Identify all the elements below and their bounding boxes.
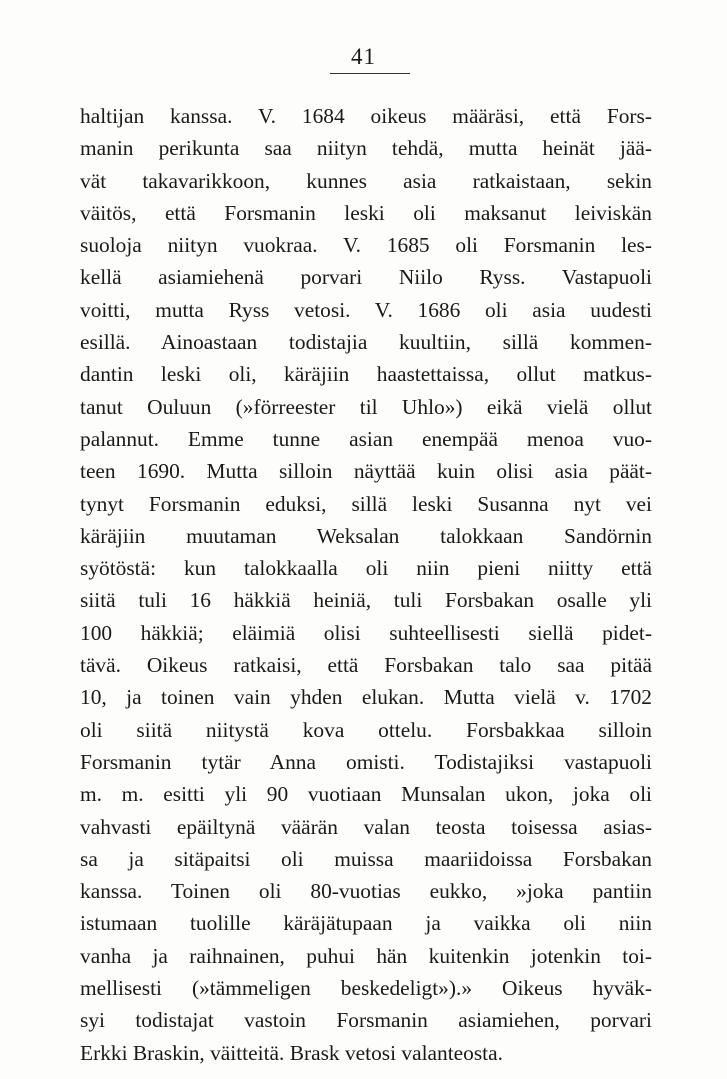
text-line: väitös, että Forsmanin leski oli maksanut leiviskän xyxy=(80,200,652,225)
text-line: kellä asiamiehenä porvari Niilo Ryss. Vastapuoli xyxy=(80,265,652,290)
text-line: vahvasti epäiltynä väärän valan teosta toisessa asias- xyxy=(80,814,652,839)
text-line: vät takavarikkoon, kunnes asia ratkaistaan, sekin xyxy=(80,168,652,193)
page-number: 41 xyxy=(351,44,376,69)
text-line: suoloja niityn vuokraa. V. 1685 oli Forsmanin les- xyxy=(80,233,652,258)
text-line: m. m. esitti yli 90 vuotiaan Munsalan ukon, joka oli xyxy=(80,782,652,807)
text-line: siitä tuli 16 häkkiä heiniä, tuli Forsbakan osalle yli xyxy=(80,588,652,613)
text-line: dantin leski oli, käräjiin haastettaissa, ollut matkus- xyxy=(80,362,652,387)
header-rule xyxy=(330,73,410,74)
body-text xyxy=(80,100,652,1069)
text-line: tynyt Forsmanin eduksi, sillä leski Susanna nyt vei xyxy=(80,491,652,516)
text-line: Forsmanin tytär Anna omisti. Todistajiksi vastapuoli xyxy=(80,749,652,774)
text-line: haltijan kanssa. V. 1684 oikeus määräsi, että Fors- xyxy=(80,104,652,128)
text-line: vanha ja raihnainen, puhui hän kuitenkin jotenkin toi- xyxy=(80,943,652,968)
text-line: esillä. Ainoastaan todistajia kuultiin, sillä kommen- xyxy=(80,330,652,355)
text-line: voitti, mutta Ryss vetosi. V. 1686 oli asia uudesti xyxy=(80,297,652,322)
text-line: 100 häkkiä; eläimiä olisi suhteellisesti siellä pidet- xyxy=(80,620,652,645)
text-line: Erkki Braskin, väitteitä. Brask vetosi valanteosta. xyxy=(80,1040,503,1065)
text-line: mellisesti (»tämmeligen beskedeligt»).» Oikeus hyväk- xyxy=(80,976,652,1001)
text-line: 10, ja toinen vain yhden elukan. Mutta vielä v. 1702 xyxy=(80,685,652,710)
text-line: palannut. Emme tunne asian enempää menoa vuo- xyxy=(80,426,652,451)
text-line: tävä. Oikeus ratkaisi, että Forsbakan talo saa pitää xyxy=(80,653,652,678)
text-line: sa ja sitäpaitsi oli muissa maariidoissa Forsbakan xyxy=(80,846,652,871)
text-line: syi todistajat vastoin Forsmanin asiamiehen, porvari xyxy=(80,1008,652,1033)
text-line: syötöstä: kun talokkaalla oli niin pieni niitty että xyxy=(80,556,652,581)
text-line: tanut Ouluun (»förreester til Uhlo») eikä vielä ollut xyxy=(80,394,652,419)
text-line: istumaan tuolille käräjätupaan ja vaikka oli niin xyxy=(80,911,652,936)
text-line: teen 1690. Mutta silloin näyttää kuin olisi asia päät- xyxy=(80,459,652,484)
text-line: käräjiin muutaman Weksalan talokkaan Sandörnin xyxy=(80,523,652,548)
text-line: manin perikunta saa niityn tehdä, mutta heinät jää- xyxy=(80,136,652,161)
text-line: kanssa. Toinen oli 80-vuotias eukko, »joka pantiin xyxy=(80,879,652,904)
text-line: oli siitä niitystä kova ottelu. Forsbakkaa silloin xyxy=(80,717,652,742)
